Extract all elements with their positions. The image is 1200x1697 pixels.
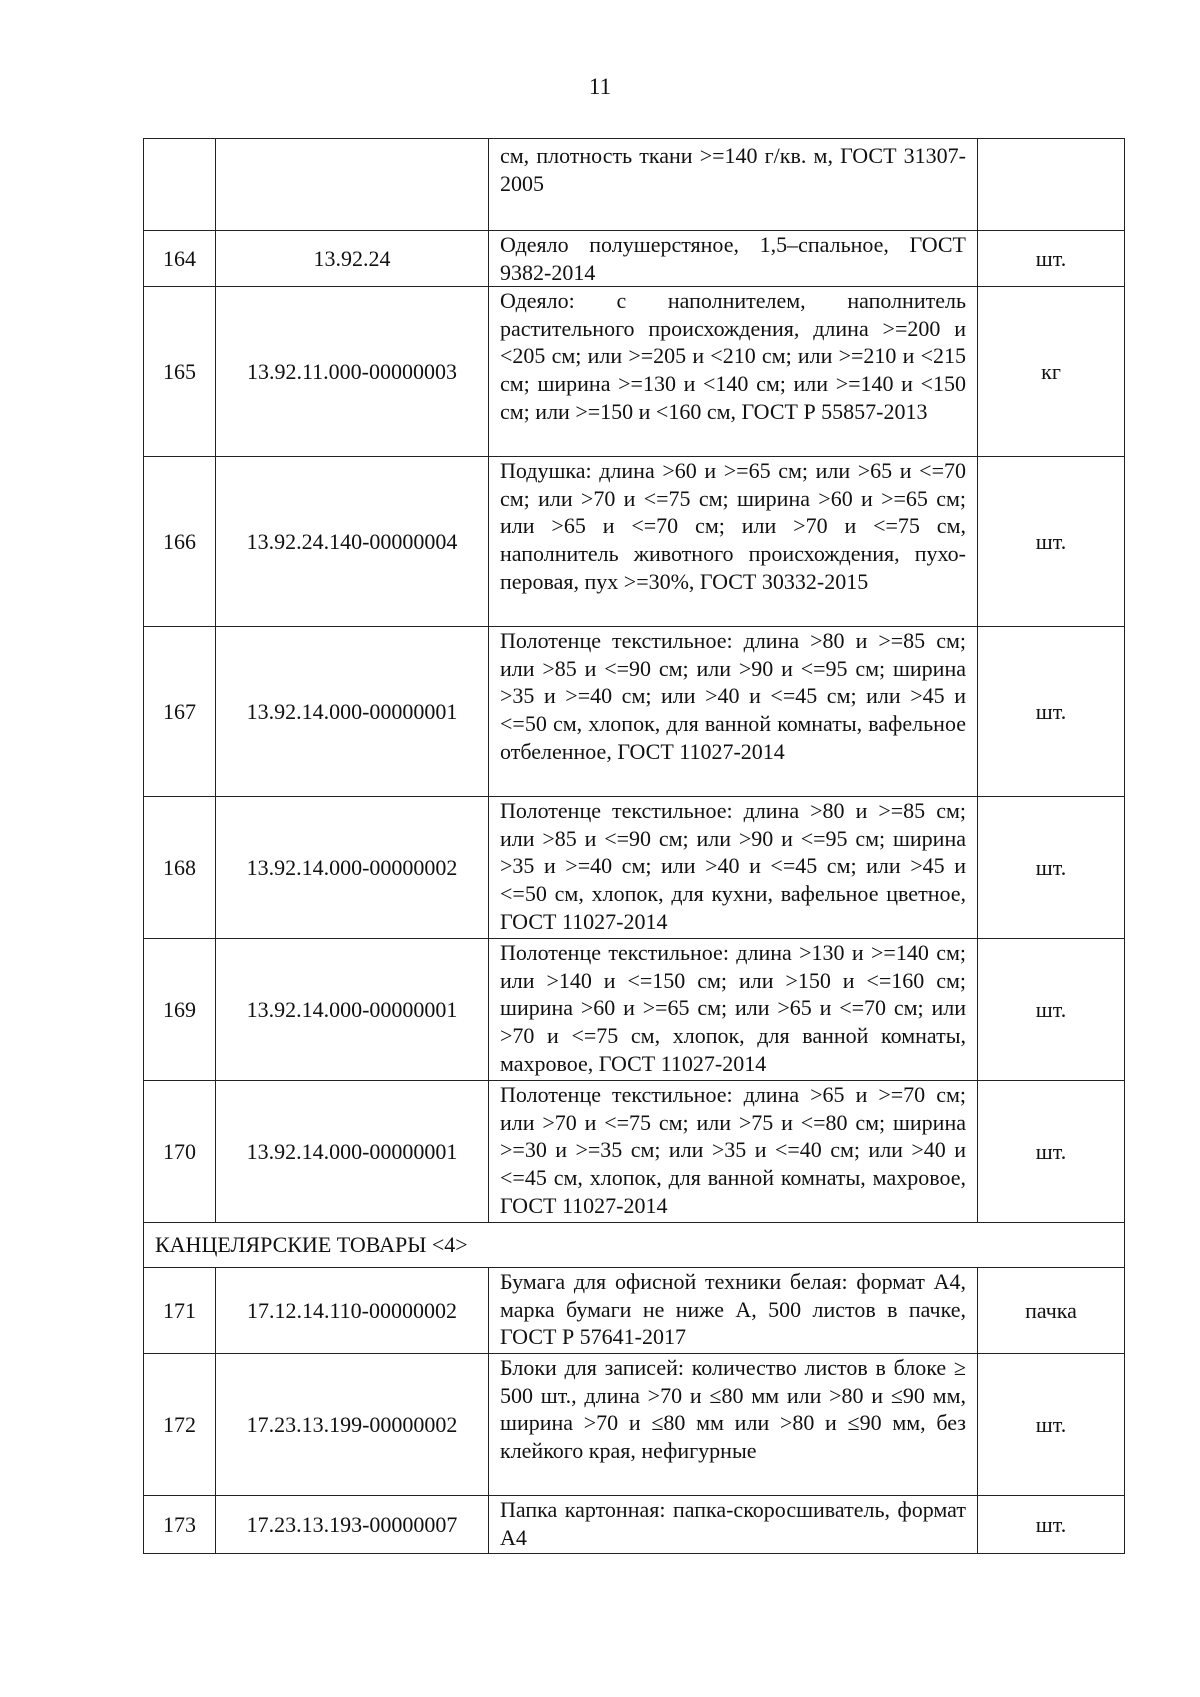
row-number-cell: 165 bbox=[144, 287, 216, 457]
table-row bbox=[144, 1354, 1125, 1496]
table-row bbox=[144, 1081, 1125, 1223]
item-code-cell: 13.92.24 bbox=[216, 231, 489, 287]
section-header-row bbox=[144, 1223, 1125, 1268]
unit-cell: шт. bbox=[978, 627, 1125, 797]
table-row bbox=[144, 797, 1125, 939]
unit-cell: шт. bbox=[978, 797, 1125, 939]
item-code-cell: 13.92.14.000-00000001 bbox=[216, 1081, 489, 1223]
unit-cell: шт. bbox=[978, 1354, 1125, 1496]
unit-cell: шт. bbox=[978, 457, 1125, 627]
unit-cell: шт. bbox=[978, 1496, 1125, 1554]
item-description-cell: Одеяло: с наполнителем, наполнитель растительного происхождения, длина >=200 и <205 см; или >=205 и <210 см; или >=210 и <215 см; ширина >=130 и <140 см; или >=140 и <150 см; или >=150 и <160 см, ГОСТ Р 55857-2013 bbox=[489, 287, 978, 457]
unit-cell: шт. bbox=[978, 1081, 1125, 1223]
item-code-cell: 13.92.24.140-00000004 bbox=[216, 457, 489, 627]
item-description-cell: Бумага для офисной техники белая: формат А4, марка бумаги не ниже А, 500 листов в пачке, ГОСТ Р 57641-2017 bbox=[489, 1268, 978, 1354]
page-number: 11 bbox=[588, 74, 612, 99]
row-number-cell: 168 bbox=[144, 797, 216, 939]
item-code-cell: 13.92.14.000-00000001 bbox=[216, 627, 489, 797]
unit-cell: шт. bbox=[978, 231, 1125, 287]
table-row bbox=[144, 939, 1125, 1081]
item-description-cell: Полотенце текстильное: длина >80 и >=85 см; или >85 и <=90 см; или >90 и <=95 см; ширина >35 и >=40 см; или >40 и <=45 см; или >45 и <=50 см, хлопок, для кухни, вафельное цветное, ГОСТ 11027-2014 bbox=[489, 797, 978, 939]
item-code-cell: 17.12.14.110-00000002 bbox=[216, 1268, 489, 1354]
item-description-cell: Блоки для записей: количество листов в блоке ≥ 500 шт., длина >70 и ≤80 мм или >80 и ≤90 мм, ширина >70 и ≤80 мм или >80 и ≤90 мм, без клейкого края, нефигурные bbox=[489, 1354, 978, 1496]
unit-cell: пачка bbox=[978, 1268, 1125, 1354]
table-row bbox=[144, 139, 1125, 231]
unit-cell: кг bbox=[978, 287, 1125, 457]
item-code-cell: 17.23.13.199-00000002 bbox=[216, 1354, 489, 1496]
table-row bbox=[144, 1496, 1125, 1554]
item-code-cell: 13.92.11.000-00000003 bbox=[216, 287, 489, 457]
row-number-cell bbox=[144, 139, 216, 231]
goods-table bbox=[143, 138, 1125, 1554]
row-number-cell: 173 bbox=[144, 1496, 216, 1554]
row-number-cell: 166 bbox=[144, 457, 216, 627]
table-row bbox=[144, 627, 1125, 797]
row-number-cell: 167 bbox=[144, 627, 216, 797]
item-description-cell: Подушка: длина >60 и >=65 см; или >65 и <=70 см; или >70 и <=75 см; ширина >60 и >=65 см; или >65 и <=70 см; или >70 и <=75 см, наполнитель животного происхождения, пухо-перовая, пух >=30%, ГОСТ 30332-2015 bbox=[489, 457, 978, 627]
unit-cell bbox=[978, 139, 1125, 231]
row-number-cell: 164 bbox=[144, 231, 216, 287]
table-row bbox=[144, 231, 1125, 287]
item-code-cell: 13.92.14.000-00000001 bbox=[216, 939, 489, 1081]
item-description-cell: см, плотность ткани >=140 г/кв. м, ГОСТ 31307-2005 bbox=[489, 139, 978, 231]
table-row bbox=[144, 457, 1125, 627]
row-number-cell: 172 bbox=[144, 1354, 216, 1496]
item-code-cell: 13.92.14.000-00000002 bbox=[216, 797, 489, 939]
row-number-cell: 169 bbox=[144, 939, 216, 1081]
row-number-cell: 171 bbox=[144, 1268, 216, 1354]
section-header: КАНЦЕЛЯРСКИЕ ТОВАРЫ <4> bbox=[144, 1223, 1125, 1268]
item-code-cell: 17.23.13.193-00000007 bbox=[216, 1496, 489, 1554]
item-description-cell: Одеяло полушерстяное, 1,5–спальное, ГОСТ 9382-2014 bbox=[489, 231, 978, 287]
item-description-cell: Полотенце текстильное: длина >65 и >=70 см; или >70 и <=75 см; или >75 и <=80 см; ширина >=30 и >=35 см; или >35 и <=40 см; или >40 и <=45 см, хлопок, для ванной комнаты, махровое, ГОСТ 11027-2014 bbox=[489, 1081, 978, 1223]
item-description-cell: Папка картонная: папка-скоросшиватель, формат А4 bbox=[489, 1496, 978, 1554]
item-description-cell: Полотенце текстильное: длина >130 и >=140 см; или >140 и <=150 см; или >150 и <=160 см; ширина >60 и >=65 см; или >65 и <=70 см; или >70 и <=75 см, хлопок, для ванной комнаты, махровое, ГОСТ 11027-2014 bbox=[489, 939, 978, 1081]
row-number-cell: 170 bbox=[144, 1081, 216, 1223]
item-code-cell bbox=[216, 139, 489, 231]
unit-cell: шт. bbox=[978, 939, 1125, 1081]
table-row bbox=[144, 287, 1125, 457]
table-row bbox=[144, 1268, 1125, 1354]
item-description-cell: Полотенце текстильное: длина >80 и >=85 см; или >85 и <=90 см; или >90 и <=95 см; ширина >35 и >=40 см; или >40 и <=45 см; или >45 и <=50 см, хлопок, для ванной комнаты, вафельное отбеленное, ГОСТ 11027-2014 bbox=[489, 627, 978, 797]
